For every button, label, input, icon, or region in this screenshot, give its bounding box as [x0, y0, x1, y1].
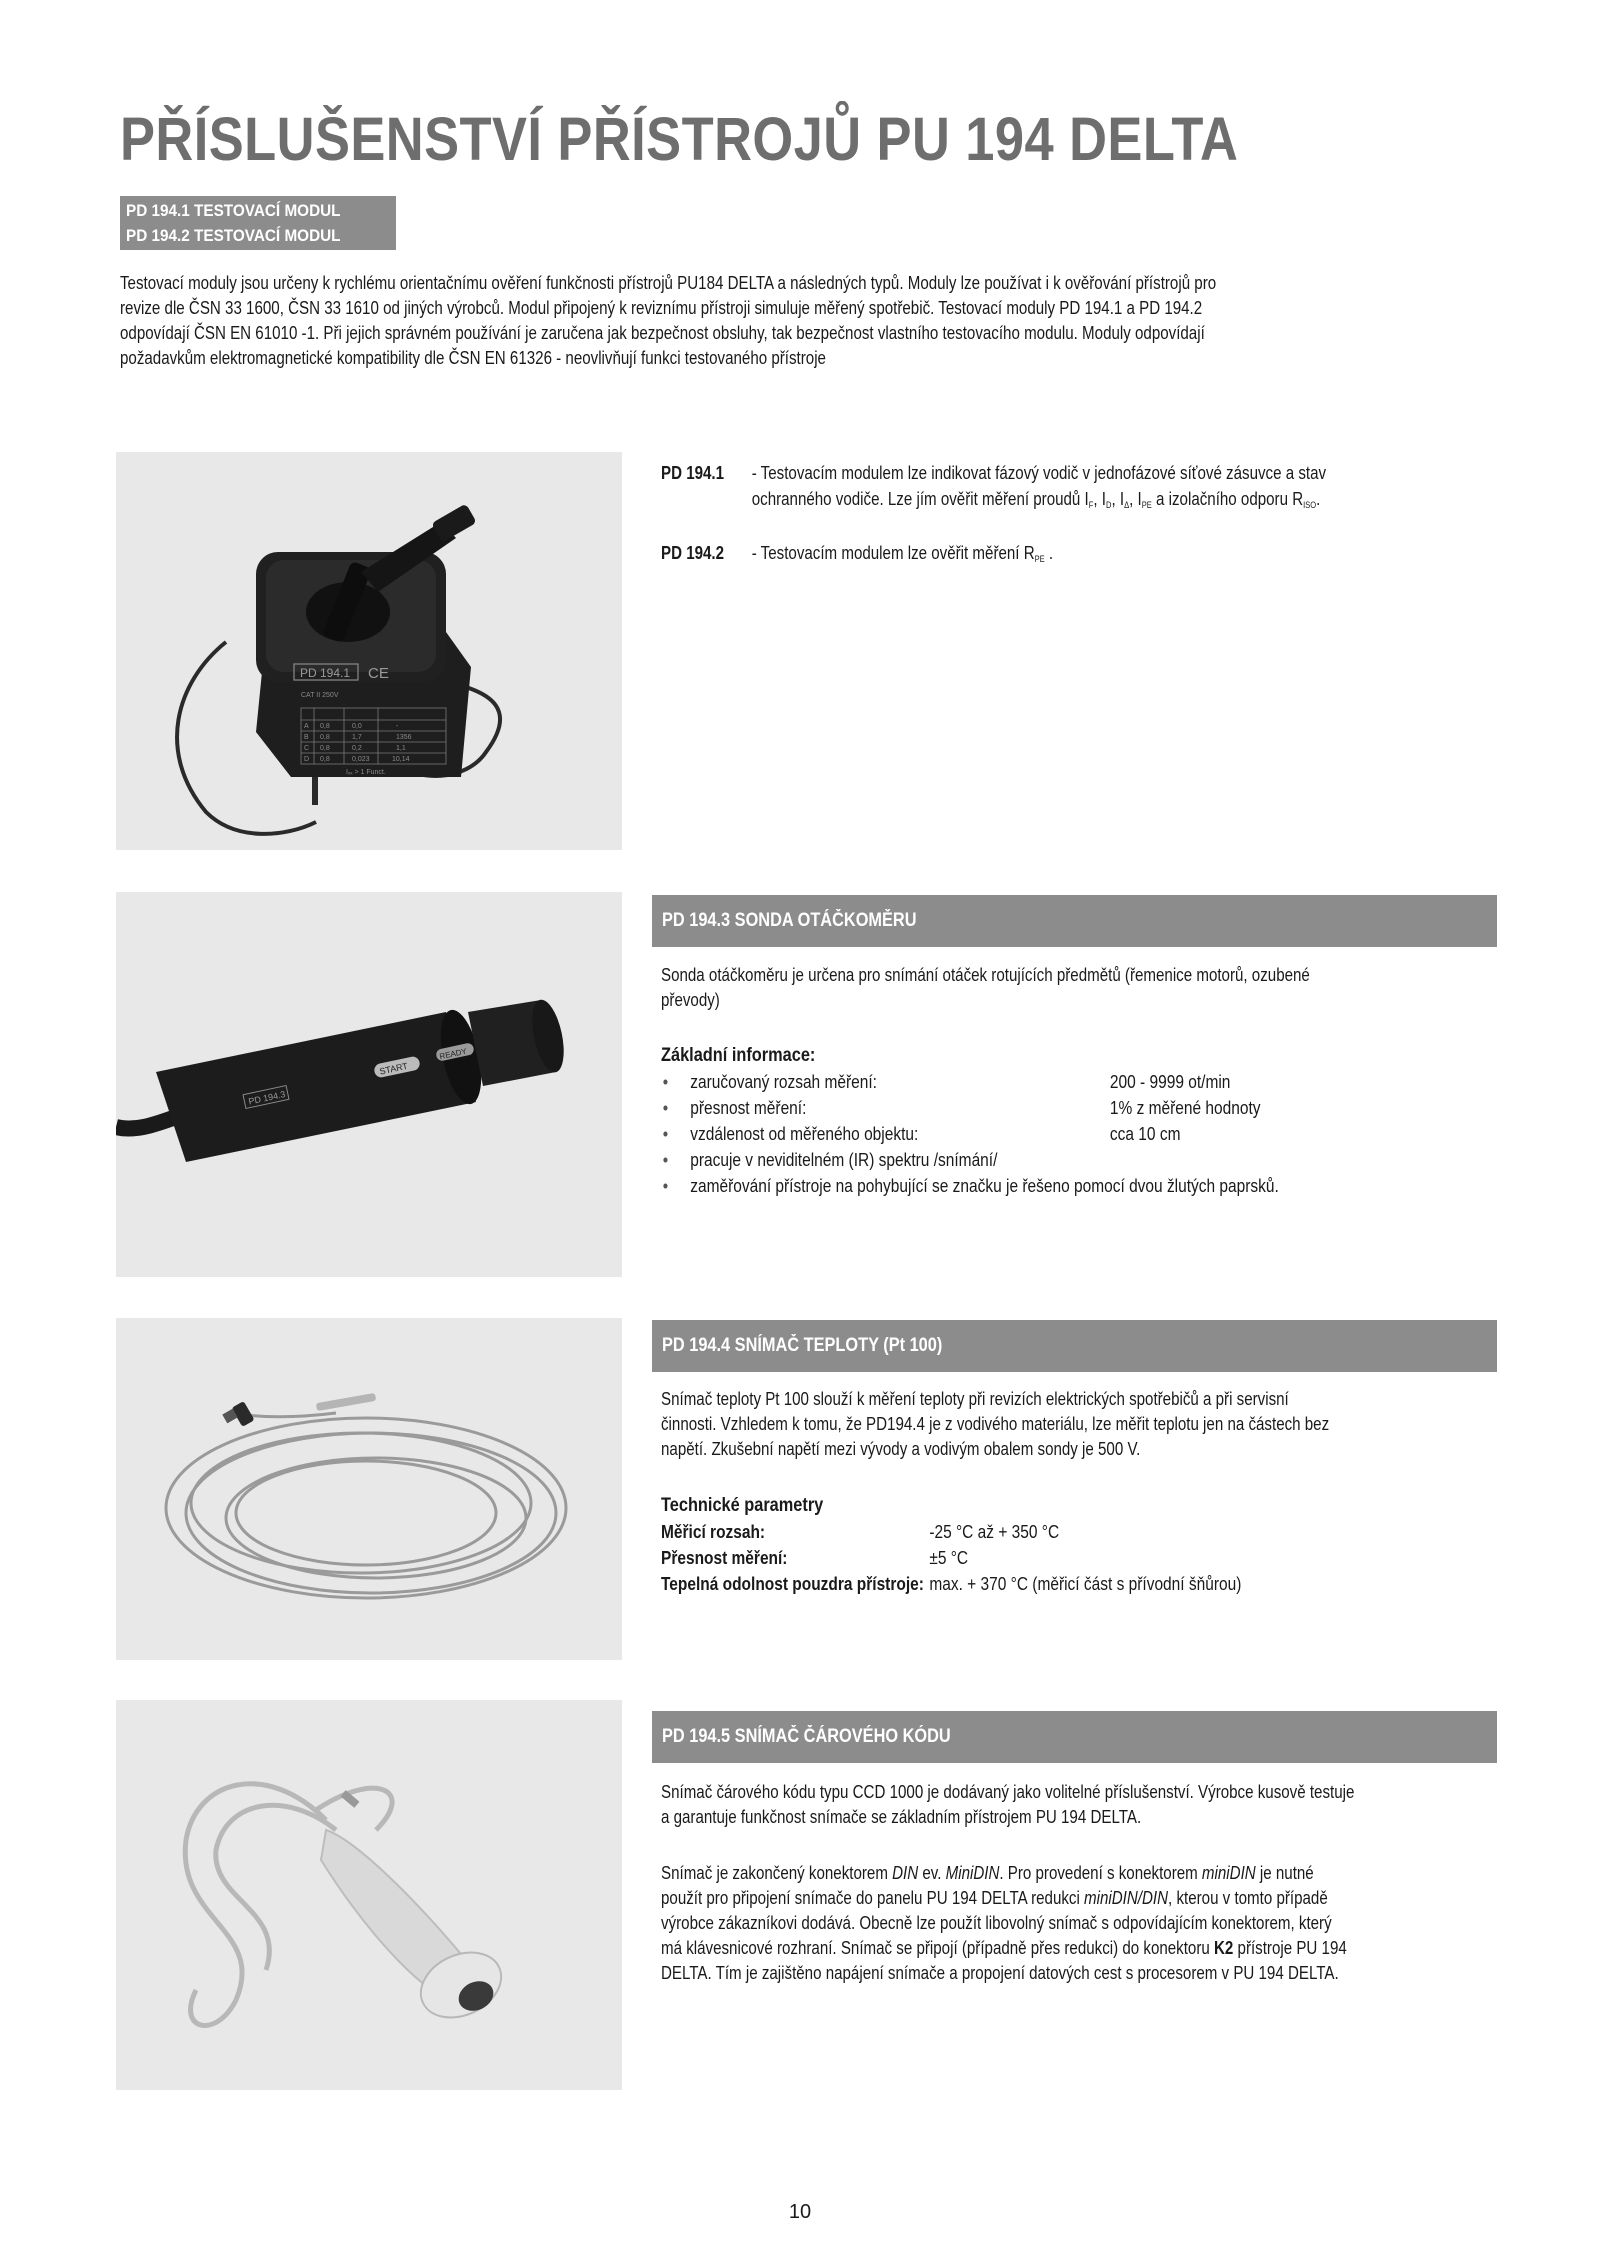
temperature-params: [661, 1493, 1600, 1597]
intro-line: požadavkům elektromagnetické kompatibility dle ČSN EN 61326 - neovlivňují funkci testovaného přístroje: [120, 348, 826, 368]
module-label: PD 194.1: [300, 666, 351, 680]
table-row: [661, 1519, 1241, 1545]
text-run: přístroje PU 194: [1233, 1938, 1347, 1958]
svg-text:0,8: 0,8: [320, 756, 330, 763]
pd1941-description: [661, 460, 1600, 518]
param-value: ±5 °C: [929, 1548, 969, 1568]
param-value: -25 °C až + 350 °C: [929, 1522, 1060, 1542]
svg-text:1,1: 1,1: [396, 745, 406, 752]
item-value: 200 - 9999 ot/min: [1109, 1072, 1231, 1092]
text-run: Snímač je zakončený konektorem: [661, 1863, 893, 1883]
text-run: ev.: [918, 1863, 946, 1883]
heading-text: PD 194.4 SNÍMAČ TEPLOTY (Pt 100): [662, 1335, 943, 1356]
probe-label: PD 194.3: [247, 1089, 287, 1107]
desc-line: [661, 1886, 1498, 1911]
svg-text:A: A: [304, 723, 309, 730]
photo-temperature-sensor: [116, 1318, 622, 1660]
svg-text:0,2: 0,2: [352, 745, 362, 752]
heading-line-pd1941: PD 194.1 TESTOVACÍ MODUL: [126, 201, 341, 220]
text-run: má klávesnicové rozhraní. Snímač se připojí (případně přes redukci) do konektoru: [661, 1938, 1214, 1958]
params-table: [661, 1519, 1241, 1597]
barcode-scanner-image: [116, 1700, 622, 2090]
table-row: [661, 1545, 1241, 1571]
photo-test-module: [116, 452, 622, 850]
svg-text:1,7: 1,7: [352, 734, 362, 741]
desc-line: napětí. Zkušební napětí mezi vývody a vodivým obalem sondy je 500 V.: [661, 1439, 1141, 1459]
item-value: cca 10 cm: [1109, 1124, 1181, 1144]
item-label: zaručovaný rozsah měření:: [690, 1072, 877, 1092]
text-run: , kterou v tomto případě: [1168, 1888, 1328, 1908]
list-item: [661, 1173, 1518, 1199]
svg-text:0,0: 0,0: [352, 723, 362, 730]
svg-text:Iₓₓ > 1 Funct.: Iₓₓ > 1 Funct.: [346, 769, 386, 776]
param-value: max. + 370 °C (měřicí část s přívodní šňůrou): [929, 1574, 1242, 1594]
list-item: [661, 1095, 1518, 1121]
svg-text:C: C: [304, 745, 310, 752]
desc-line: a garantuje funkčnost snímače se základním přístrojem PU 194 DELTA.: [661, 1807, 1142, 1827]
item-label: vzdálenost od měřeného objektu:: [690, 1124, 919, 1144]
ce-mark: CE: [368, 665, 389, 682]
desc-line: DELTA. Tím je zajištěno napájení snímače a propojení datových cest s procesorem v PU 194 DELTA.: [661, 1963, 1339, 1983]
text-run: použít pro připojení snímače do panelu PU 194 DELTA redukci: [661, 1888, 1085, 1908]
svg-text:0,023: 0,023: [352, 756, 370, 763]
section-heading-test-modules: [120, 196, 396, 250]
info-heading: Základní informace:: [661, 1045, 816, 1066]
param-label: Měřicí rozsah:: [661, 1522, 766, 1542]
desc-line: převody): [661, 990, 720, 1010]
pd1942-label: PD 194.2: [661, 543, 725, 563]
subscript: ISO: [1303, 500, 1317, 510]
pd1941-label: PD 194.1: [661, 463, 725, 483]
tachometer-info: [661, 1043, 1600, 1199]
subscript: PE: [1034, 554, 1045, 564]
subscript: Δ: [1124, 500, 1130, 510]
svg-text:1356: 1356: [396, 734, 412, 741]
subscript: PE: [1141, 500, 1152, 510]
item-label: pracuje v neviditelném (IR) spektru /snímání/: [690, 1150, 998, 1170]
tachometer-description: [661, 963, 1600, 1013]
cat-rating: CAT II 250V: [301, 692, 339, 699]
text-run: . Pro provedení s konektorem: [999, 1863, 1202, 1883]
tachometer-probe-image: [116, 892, 622, 1277]
intro-line: odpovídají ČSN EN 61010 -1. Při jejich správném používání je zaručena jak bezpečnost obsluhy, tak bezpečnost vlastního testovacího modulu. Moduly odpovídají: [120, 323, 1205, 343]
page-title: PŘÍSLUŠENSTVÍ PŘÍSTROJŮ PU 194 DELTA: [120, 105, 1239, 173]
pd1941-line2: ochranného vodiče. Lze jím ověřit měření proudů I: [751, 489, 1089, 509]
period: .: [1044, 543, 1054, 563]
section-heading-tachometer: [652, 895, 1497, 947]
pd1942-text: - Testovacím modulem lze ověřit měření R: [751, 543, 1035, 563]
section-heading-barcode: [652, 1711, 1497, 1763]
svg-text:10,14: 10,14: [392, 756, 410, 763]
k2-connector: K2: [1213, 1938, 1234, 1958]
minidin-din-term: miniDIN/DIN: [1084, 1888, 1169, 1908]
page-number: 10: [788, 2201, 812, 2223]
text-run: je nutné: [1255, 1863, 1314, 1883]
separator: , I: [1129, 489, 1142, 509]
table-row: [661, 1571, 1241, 1597]
din-term: DIN: [892, 1863, 919, 1883]
photo-barcode-scanner: [116, 1700, 622, 2090]
barcode-paragraph-2: [661, 1861, 1600, 1986]
probe-start-button: START: [378, 1060, 409, 1077]
svg-text:B: B: [304, 734, 309, 741]
minidin-term: MiniDIN: [945, 1863, 1000, 1883]
subscript: D: [1105, 500, 1112, 510]
svg-text:D: D: [304, 756, 310, 763]
intro-line: revize dle ČSN 33 1600, ČSN 33 1610 od jiných výrobců. Modul připojený k reviznímu přístroji simuluje měřený spotřebič. Testovací moduly PD 194.1 a PD 194.2: [120, 298, 1203, 318]
pd1941-line1: - Testovacím modulem lze indikovat fázový vodič v jednofázové síťové zásuvce a stav: [751, 463, 1327, 483]
section-heading-temperature: [652, 1320, 1497, 1372]
desc-line: činnosti. Vzhledem k tomu, že PD194.4 je z vodivého materiálu, lze měřit teplotu jen na částech bez: [661, 1414, 1330, 1434]
intro-paragraph: [120, 271, 1600, 371]
intro-line: Testovací moduly jsou určeny k rychlému orientačnímu ověření funkčnosti přístrojů PU184 DELTA a následných typů. Moduly lze používat i k ověřování přístrojů pro: [120, 273, 1217, 293]
item-label: přesnost měření:: [690, 1098, 807, 1118]
minidin-term: miniDIN: [1201, 1863, 1256, 1883]
desc-line: Snímač teploty Pt 100 slouží k měření teploty při revizích elektrických spotřebičů a při servisní: [661, 1389, 1289, 1409]
params-heading: Technické parametry: [661, 1495, 824, 1516]
test-module-image: [116, 452, 622, 850]
probe-ready-indicator: READY: [438, 1046, 468, 1062]
svg-text:-: -: [396, 723, 399, 730]
desc-line: [661, 1936, 1498, 1961]
item-label: zaměřování přístroje na pohybující se značku je řešeno pomocí dvou žlutých paprsků.: [690, 1176, 1279, 1196]
desc-line: Sonda otáčkoměru je určena pro snímání otáček rotujících předmětů (řemenice motorů, ozubené: [661, 965, 1310, 985]
heading-line-pd1942: PD 194.2 TESTOVACÍ MODUL: [126, 226, 341, 245]
desc-line: Snímač čárového kódu typu CCD 1000 je dodávaný jako volitelné příslušenství. Výrobce kusově testuje: [661, 1782, 1355, 1802]
period: .: [1316, 489, 1321, 509]
desc-line: výrobce zákazníkovi dodává. Obecně lze použít libovolný snímač s odpovídajícím konektorem, který: [661, 1913, 1332, 1933]
barcode-paragraph-1: [661, 1780, 1600, 1830]
list-item: [661, 1147, 1518, 1173]
temperature-sensor-image: [116, 1318, 622, 1660]
list-item: [661, 1121, 1518, 1147]
heading-text: PD 194.5 SNÍMAČ ČÁROVÉHO KÓDU: [662, 1726, 951, 1747]
item-value: 1% z měřené hodnoty: [1109, 1098, 1261, 1118]
svg-text:0,8: 0,8: [320, 723, 330, 730]
separator: , I: [1111, 489, 1125, 509]
subscript: F: [1088, 500, 1094, 510]
separator: , I: [1093, 489, 1106, 509]
heading-text: PD 194.3 SONDA OTÁČKOMĚRU: [662, 910, 917, 931]
info-list: [661, 1069, 1518, 1199]
list-item: [661, 1069, 1518, 1095]
param-label: Tepelná odolnost pouzdra přístroje:: [661, 1574, 924, 1594]
svg-text:0,8: 0,8: [320, 745, 330, 752]
svg-text:0,8: 0,8: [320, 734, 330, 741]
param-label: Přesnost měření:: [661, 1548, 788, 1568]
desc-line: [661, 1861, 1498, 1886]
photo-tachometer-probe: [116, 892, 622, 1277]
pd1942-description: [661, 540, 1600, 572]
temperature-description: [661, 1387, 1600, 1462]
pd1941-line2-b: a izolačního odporu R: [1151, 489, 1304, 509]
